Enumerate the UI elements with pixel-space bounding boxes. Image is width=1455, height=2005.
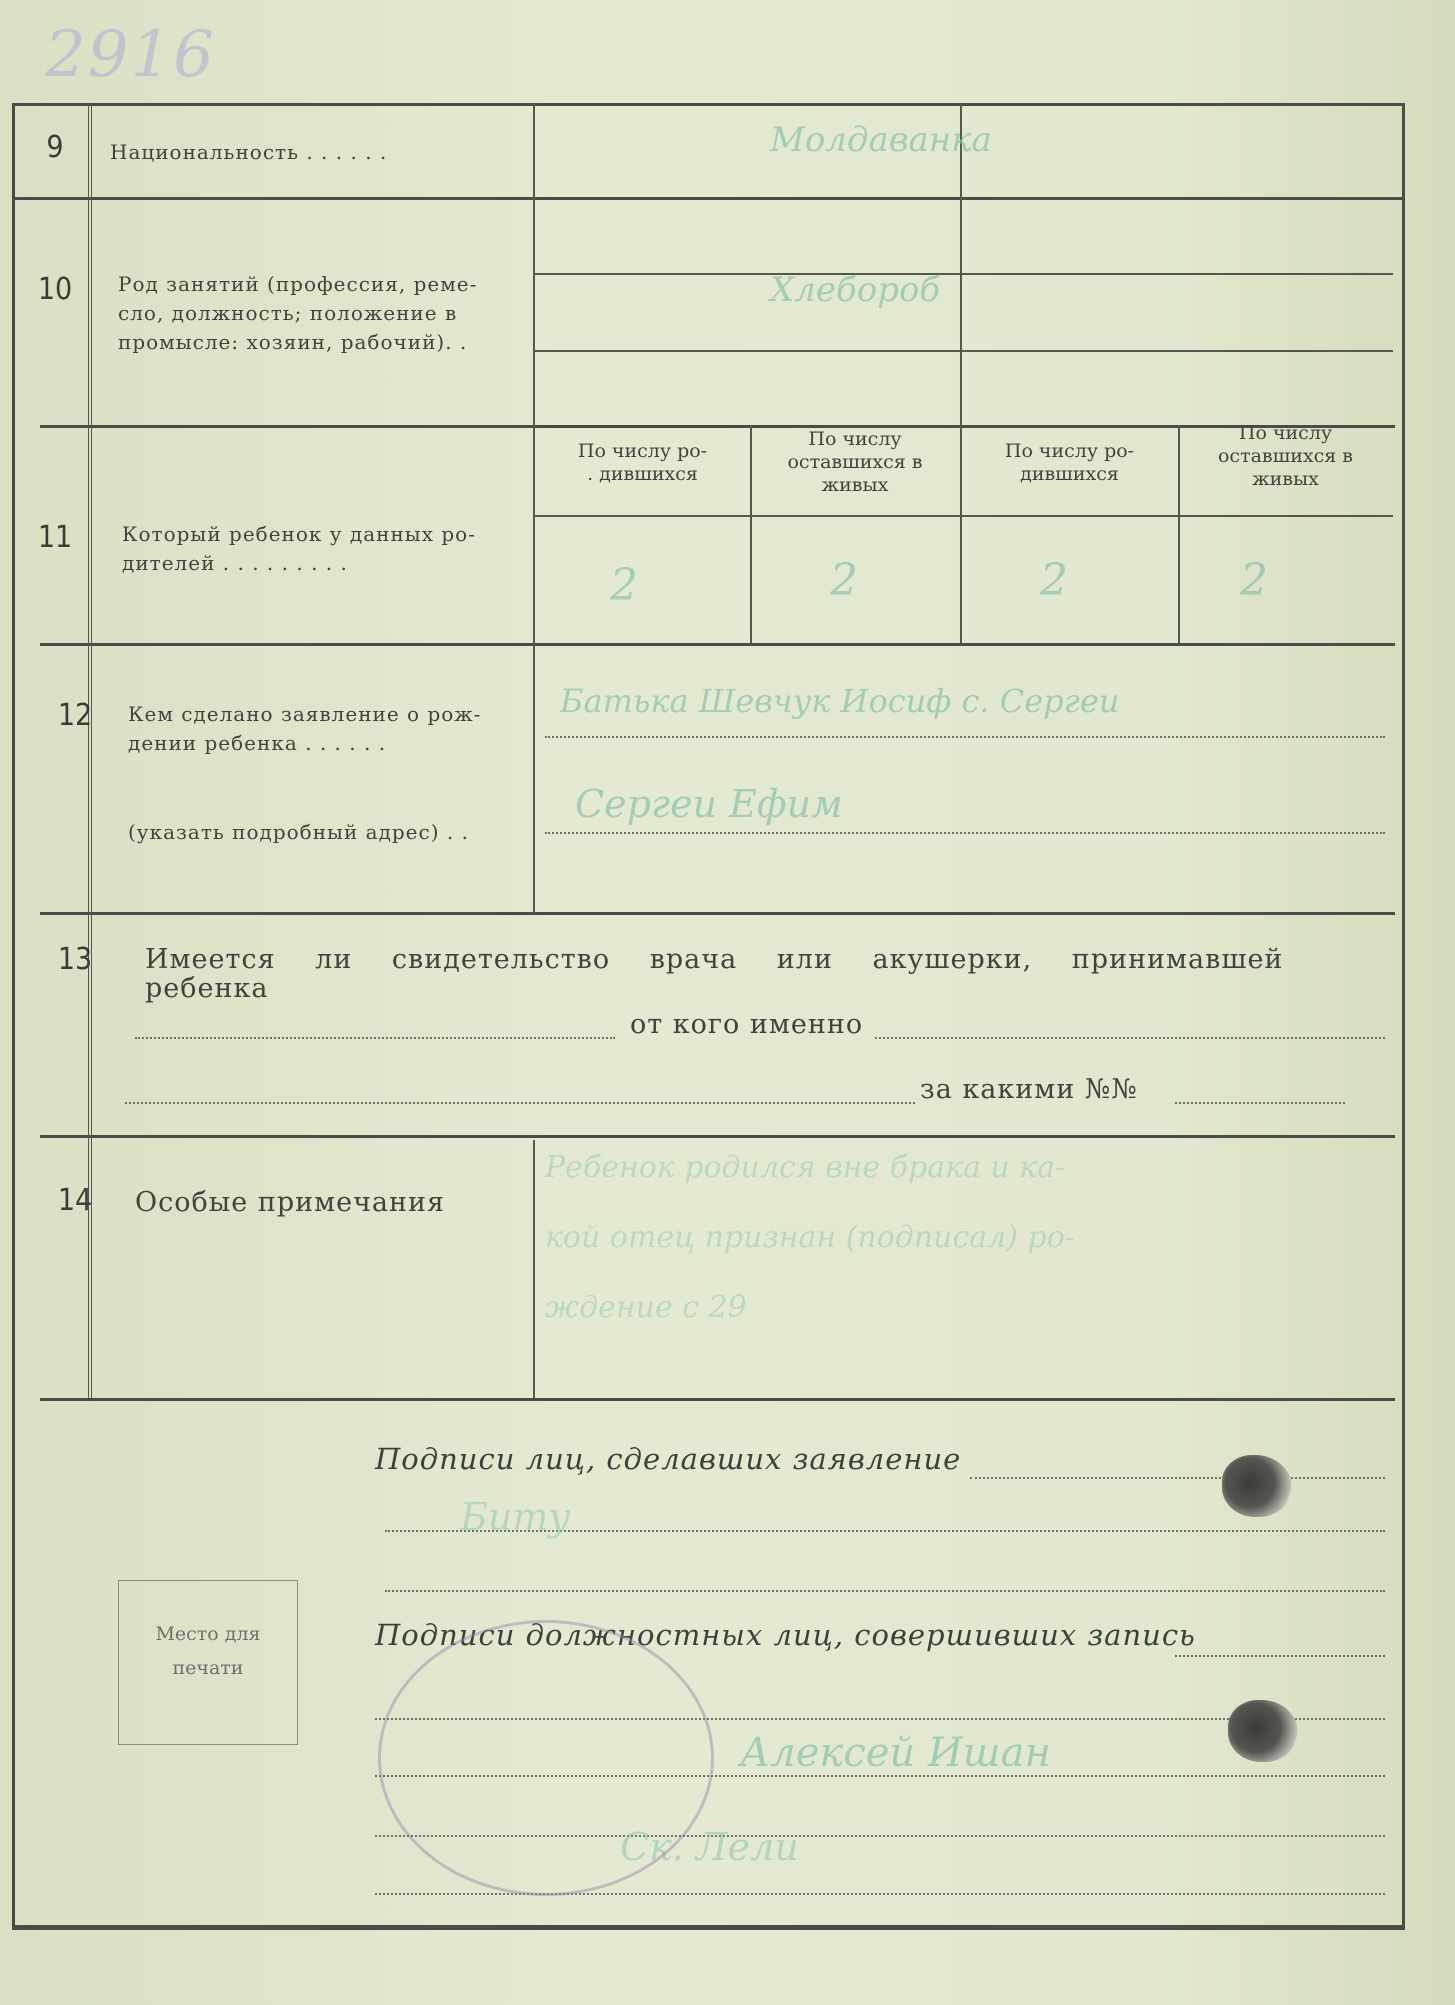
official-signature-2: Ск. Лели: [620, 1825, 799, 1869]
row10-label-3: промысле: хозяин, рабочий). .: [118, 330, 468, 354]
row12-handwriting-2: Сергеи Ефим: [575, 782, 843, 826]
col-label-divider-14: [533, 1140, 535, 1398]
row10-label-2: сло, должность; положение в: [118, 301, 458, 325]
rule-9-10: [12, 197, 1405, 200]
row14-handwriting-1: Ребенок родился вне брака и ка-: [545, 1150, 1066, 1185]
row14-label: Особые примечания: [135, 1187, 446, 1218]
row13-dotted-2b: [1175, 1102, 1345, 1104]
officials-dotted-1: [1175, 1655, 1385, 1657]
row11-value-2: 2: [830, 555, 858, 606]
row9-label: Национальность . . . . . .: [110, 140, 388, 164]
row11-label-2: дителей . . . . . . . . .: [122, 551, 348, 575]
row14-handwriting-3: ждение с 29: [545, 1290, 747, 1325]
row12-dotted-1: [545, 736, 1385, 738]
row13-text-mid: от кого именно: [630, 1009, 864, 1040]
row13-dotted-1b: [875, 1037, 1385, 1039]
binding-hole-2: [1228, 1700, 1298, 1762]
rule-13-14: [40, 1135, 1395, 1138]
col-q3-divider: [1178, 425, 1180, 643]
row11-colhead-3: По числу ро- дившихся: [1004, 440, 1135, 485]
officials-signature-label: Подписи должностных лиц, совершивших запись: [375, 1618, 1196, 1652]
row11-colhead-4: По числу оставшихся в живых: [1217, 422, 1354, 490]
row13-dotted-2a: [125, 1102, 915, 1104]
rule-14-sig: [40, 1398, 1395, 1401]
row11-colhead-2: По числу оставшихся в живых: [787, 428, 923, 496]
row-number-9: 9: [46, 130, 64, 165]
col-label-divider: [533, 103, 535, 913]
applicants-signature-label: Подписи лиц, сделавших заявление: [375, 1442, 962, 1476]
stamp-place-box: [118, 1580, 298, 1745]
stamp-place-label: Место для печати: [155, 1623, 261, 1679]
row12-address-label: (указать подробный адрес) . .: [128, 820, 469, 844]
rule-top: [12, 103, 1405, 106]
col-half-divider: [960, 103, 962, 643]
row10-handwriting: Хлебороб: [770, 270, 941, 310]
row14-handwriting-2: кой отец признан (подписал) ро-: [545, 1220, 1075, 1255]
row-number-11: 11: [37, 520, 73, 555]
row-number-13: 13: [57, 942, 93, 977]
row11-label-1: Который ребенок у данных ро-: [122, 522, 476, 546]
row11-colhead-1: По числу ро- . дившихся: [577, 440, 708, 485]
official-signature-1: Алексей Ишан: [740, 1730, 1051, 1776]
applicant-signature: Биту: [460, 1495, 571, 1539]
row-number-14: 14: [57, 1183, 93, 1218]
applicants-dotted-1: [970, 1477, 1385, 1479]
rule-12-13: [40, 912, 1395, 915]
row-number-12: 12: [57, 698, 93, 733]
rule-11-12: [40, 643, 1395, 646]
row11-value-3: 2: [1040, 555, 1068, 606]
row12-label-2: дении ребенка . . . . . .: [128, 731, 387, 755]
rule-bottom: [12, 1925, 1405, 1928]
row10-subline2: [533, 350, 1393, 352]
row13-text-1: Имеется ли свидетельство врача или акушерки, принимавшей ребенка: [145, 944, 1284, 1004]
applicants-dotted-3: [385, 1590, 1385, 1592]
row13-dotted-1a: [135, 1037, 615, 1039]
col-q1-divider: [750, 425, 752, 643]
row10-subline1: [533, 273, 1393, 275]
row13-text-end: за какими №№: [920, 1074, 1138, 1105]
binding-hole-1: [1222, 1455, 1292, 1517]
official-seal: [378, 1620, 714, 1896]
row12-label-1: Кем сделано заявление о рож-: [128, 702, 482, 726]
row12-handwriting-1: Батька Шевчук Иосиф с. Сергеи: [560, 682, 1120, 720]
row11-value-4: 2: [1240, 555, 1268, 606]
row10-label-1: Род занятий (профессия, реме-: [118, 272, 478, 296]
row12-dotted-2: [545, 832, 1385, 834]
row9-handwriting: Молдаванка: [770, 120, 992, 160]
row11-header-rule: [533, 515, 1393, 517]
row-number-10: 10: [37, 272, 73, 307]
row11-value-1: 2: [610, 560, 638, 611]
archive-number: 2916: [45, 18, 216, 92]
